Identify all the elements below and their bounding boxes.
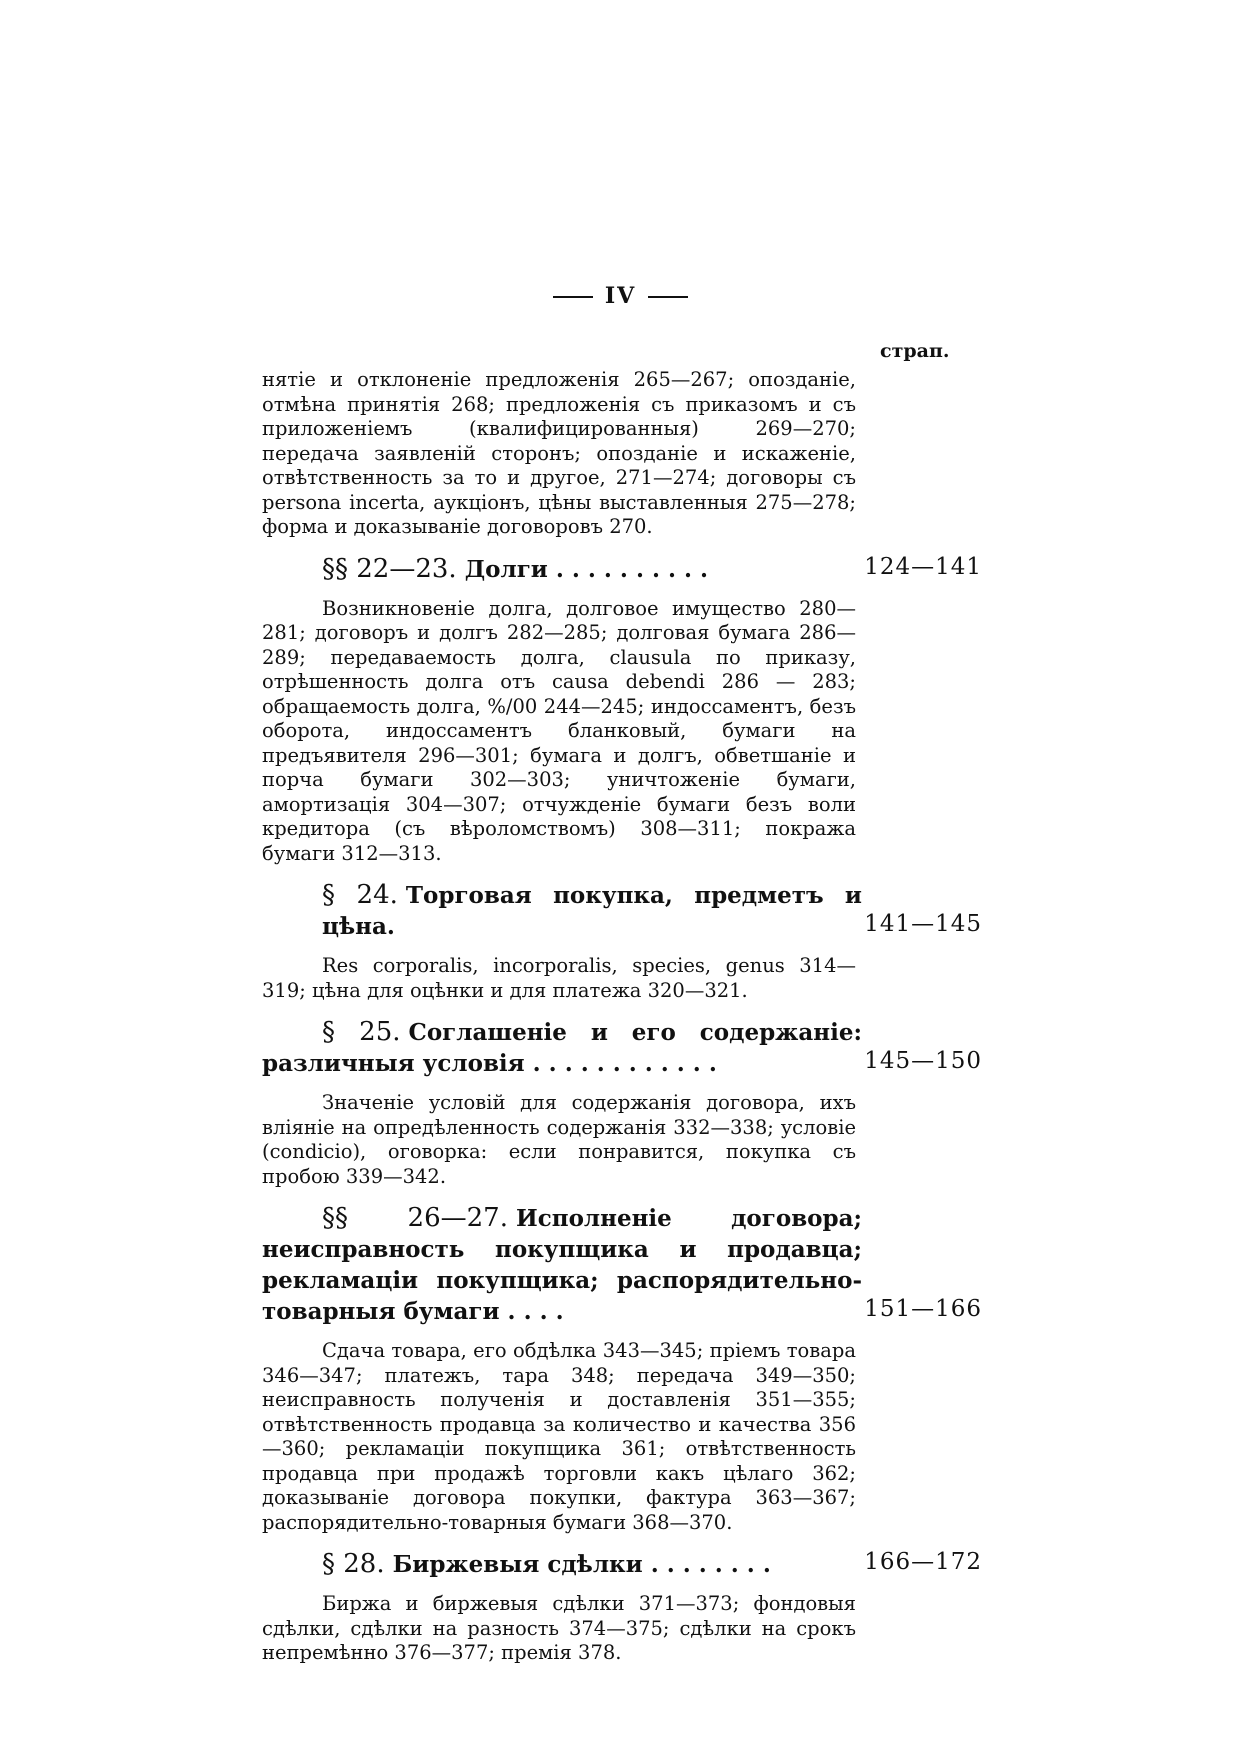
section-summary: Биржа и биржевыя сдѣлки 371—373; фондовыя сдѣлки, сдѣлки на разность 374—375; сдѣлки на срокъ непремѣнно 376—377; премія 378. <box>262 1592 856 1664</box>
section-summary: Сдача товара, его обдѣлка 343—345; пріемъ товара 346—347; платежъ, тара 348; передача 349—350; неисправность полученія и доставленія 351—355; отвѣтственность продавца за количество и качества 356—360; рекламаціи покупщика 361; отвѣтственность продавца при продажѣ торговли какъ цѣлаго 362; доказываніе договора покупки, фактура 363—367; распорядительно-товарныя бумаги 368—370. <box>262 1339 856 1534</box>
page-number <box>0 283 1241 309</box>
section-number: § 28. <box>322 1549 385 1579</box>
section-title: Соглашеніе и его содержаніе: различныя условія . . . . . . . . . . . . <box>262 1019 862 1077</box>
section-number: § 24. <box>322 880 398 910</box>
page-range: 141—145 <box>864 911 982 937</box>
toc-entry <box>262 1203 982 1327</box>
page-number-dash-left <box>553 296 593 298</box>
toc-entry <box>262 1017 982 1079</box>
toc-entry-title <box>262 1017 862 1079</box>
page-number-dash-right <box>648 296 688 298</box>
section-number: §§ 22—23. <box>322 553 457 584</box>
section-title: Долги . . . . . . . . . . <box>464 555 709 583</box>
page-column-label: страп. <box>880 340 950 362</box>
page-range: 124—141 <box>864 553 982 580</box>
toc-entry <box>262 880 982 942</box>
intro-paragraph: нятіе и отклоненіе предложенія 265—267; опозданіе, отмѣна принятія 268; предложенія съ приказомъ и съ приложеніемъ (квалифицированныя) 269—270; передача заявленій сторонъ; опозданіе и искаженіе, отвѣтственность за то и другое, 271—274; договоры съ persona incerta, аукціонъ, цѣны выставленныя 275—278; форма и доказываніе договоровъ 270. <box>262 368 856 538</box>
toc-entry-title <box>262 1203 862 1327</box>
page-number-text: IV <box>604 283 637 309</box>
section-title: Исполненіе договора; неисправность покупщика и продавца; рекламаціи покупщика; распорядительно-товарныя бумаги . . . . <box>262 1205 862 1325</box>
section-summary: Значеніе условій для содержанія договора, ихъ вліяніе на опредѣленность содержанія 332—338; условіе (condicio), оговорка: если понравится, покупка съ пробою 339—342. <box>262 1091 856 1188</box>
section-title: Биржевыя сдѣлки . . . . . . . . <box>392 1551 771 1578</box>
page-range: 166—172 <box>864 1549 982 1575</box>
page-range: 151—166 <box>864 1296 982 1322</box>
toc-entry-title <box>262 880 862 942</box>
section-summary: Возникновеніе долга, долговое имущество 280—281; договоръ и долгъ 282—285; долговая бумага 286—289; передаваемость долга, clausula по приказу, отрѣшенность долга отъ causa debendi 286 — 283; обращаемость долга, %/00 244—245; индоссаментъ, безъ оборота, индоссаментъ бланковый, бумаги на предъявителя 296—301; бумага и долгъ, обветшаніе и порча бумаги 302—303; уничтоженіе бумаги, амортизація 304—307; отчужденіе бумаги безъ воли кредитора (съ вѣроломствомъ) 308—311; покража бумаги 312—313. <box>262 596 856 865</box>
page-range: 145—150 <box>864 1048 982 1074</box>
table-of-contents <box>262 368 982 1666</box>
toc-entry-title <box>262 1549 862 1580</box>
section-number: §§ 26—27. <box>322 1203 508 1233</box>
section-summary: Res corporalis, incorporalis, species, genus 314—319; цѣна для оцѣнки и для платежа 320—321. <box>262 954 856 1002</box>
toc-entry <box>262 554 982 585</box>
section-number: § 25. <box>322 1017 401 1047</box>
toc-entry <box>262 1549 982 1580</box>
section-title: Торговая покупка, предметъ и цѣна. <box>322 882 862 940</box>
toc-entry-title <box>262 554 862 585</box>
